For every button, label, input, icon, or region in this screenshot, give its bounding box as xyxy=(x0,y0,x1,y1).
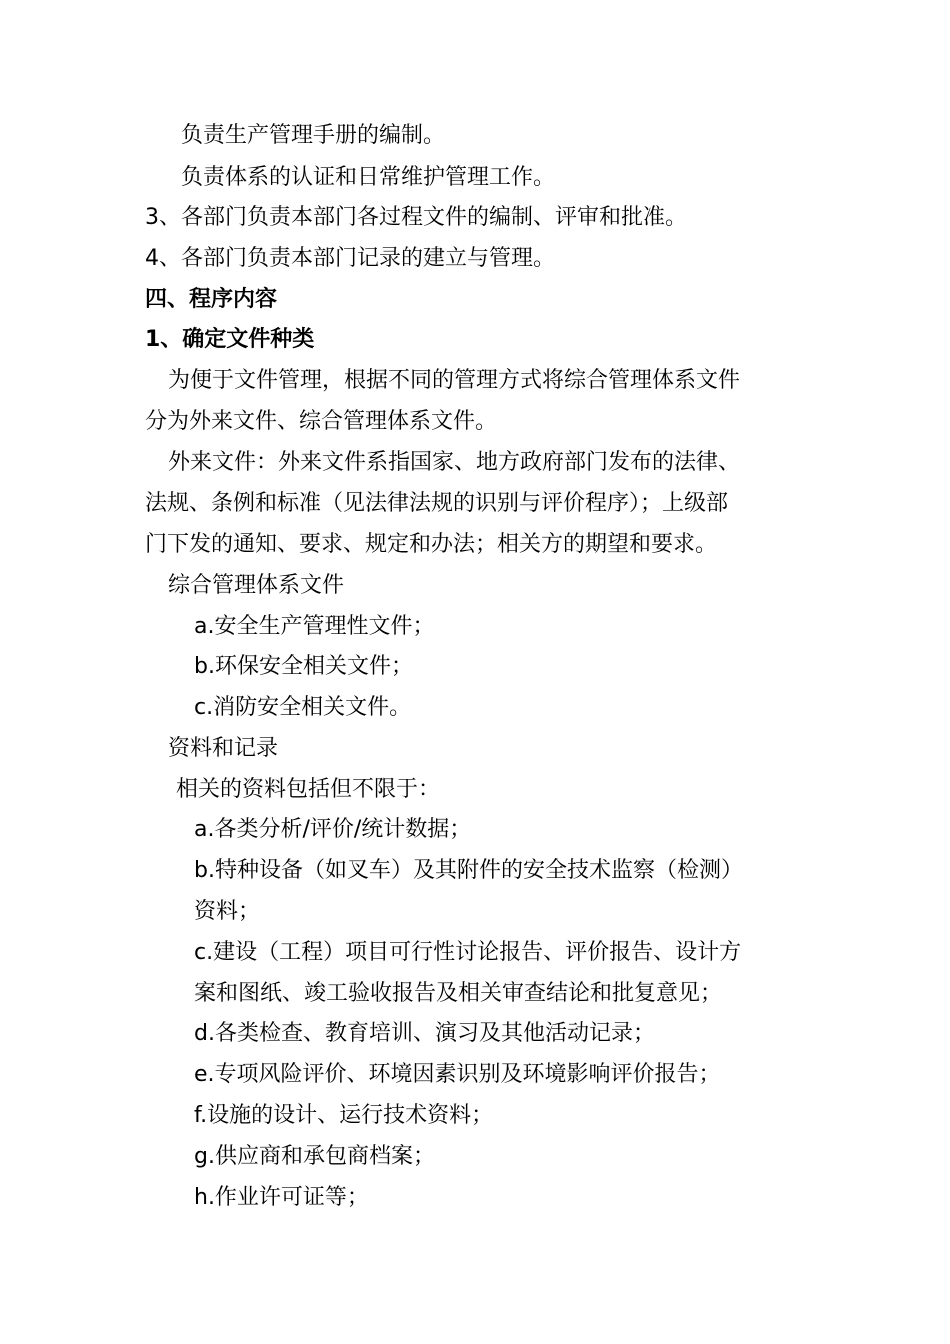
text-line-4: 4、各部门负责本部门记录的建立与管理。 xyxy=(145,246,555,271)
list-item-c1: c.消防安全相关文件。 xyxy=(194,695,412,720)
list-item-c2: c.建设（工程）项目可行性讨论报告、评价报告、设计方 xyxy=(194,940,742,965)
list-item-c2-cont: 案和图纸、竣工验收报告及相关审查结论和批复意见； xyxy=(194,981,723,1006)
list-item-b2-cont: 资料； xyxy=(194,899,261,924)
text-line-3: 3、各部门负责本部门各过程文件的编制、评审和批准。 xyxy=(145,205,687,230)
text-line-12: 综合管理体系文件 xyxy=(168,573,345,598)
text-line-1: 负责生产管理手册的编制。 xyxy=(181,123,446,148)
text-line-8: 分为外来文件、综合管理体系文件。 xyxy=(145,409,498,434)
list-item-b2: b.特种设备（如叉车）及其附件的安全技术监察（检测） xyxy=(194,858,743,883)
list-item-d2: d.各类检查、教育培训、演习及其他活动记录； xyxy=(194,1021,655,1046)
list-item-h2: h.作业许可证等； xyxy=(194,1185,369,1210)
list-item-a1: a.安全生产管理性文件； xyxy=(194,614,435,639)
list-item-g2: g.供应商和承包商档案； xyxy=(194,1144,435,1169)
section-heading: 四、程序内容 xyxy=(145,287,278,312)
text-line-2: 负责体系的认证和日常维护管理工作。 xyxy=(181,165,556,190)
subsection-heading: 1、确定文件种类 xyxy=(145,327,315,352)
text-line-11: 门下发的通知、要求、规定和办法；相关方的期望和要求。 xyxy=(145,532,718,557)
list-item-a2: a.各类分析/评价/统计数据； xyxy=(194,817,472,842)
list-item-b1: b.环保安全相关文件； xyxy=(194,654,413,679)
list-item-f2: f.设施的设计、运行技术资料； xyxy=(194,1103,494,1128)
text-line-9: 外来文件：外来文件系指国家、地方政府部门发布的法律、 xyxy=(168,450,741,475)
text-line-17: 相关的资料包括但不限于： xyxy=(176,777,441,802)
text-line-7: 为便于文件管理，根据不同的管理方式将综合管理体系文件 xyxy=(168,368,741,393)
list-item-e2: e.专项风险评价、环境因素识别及环境影响评价报告； xyxy=(194,1062,721,1087)
text-line-10: 法规、条例和标准（见法律法规的识别与评价程序）；上级部 xyxy=(145,491,729,516)
text-line-16: 资料和记录 xyxy=(168,736,279,761)
